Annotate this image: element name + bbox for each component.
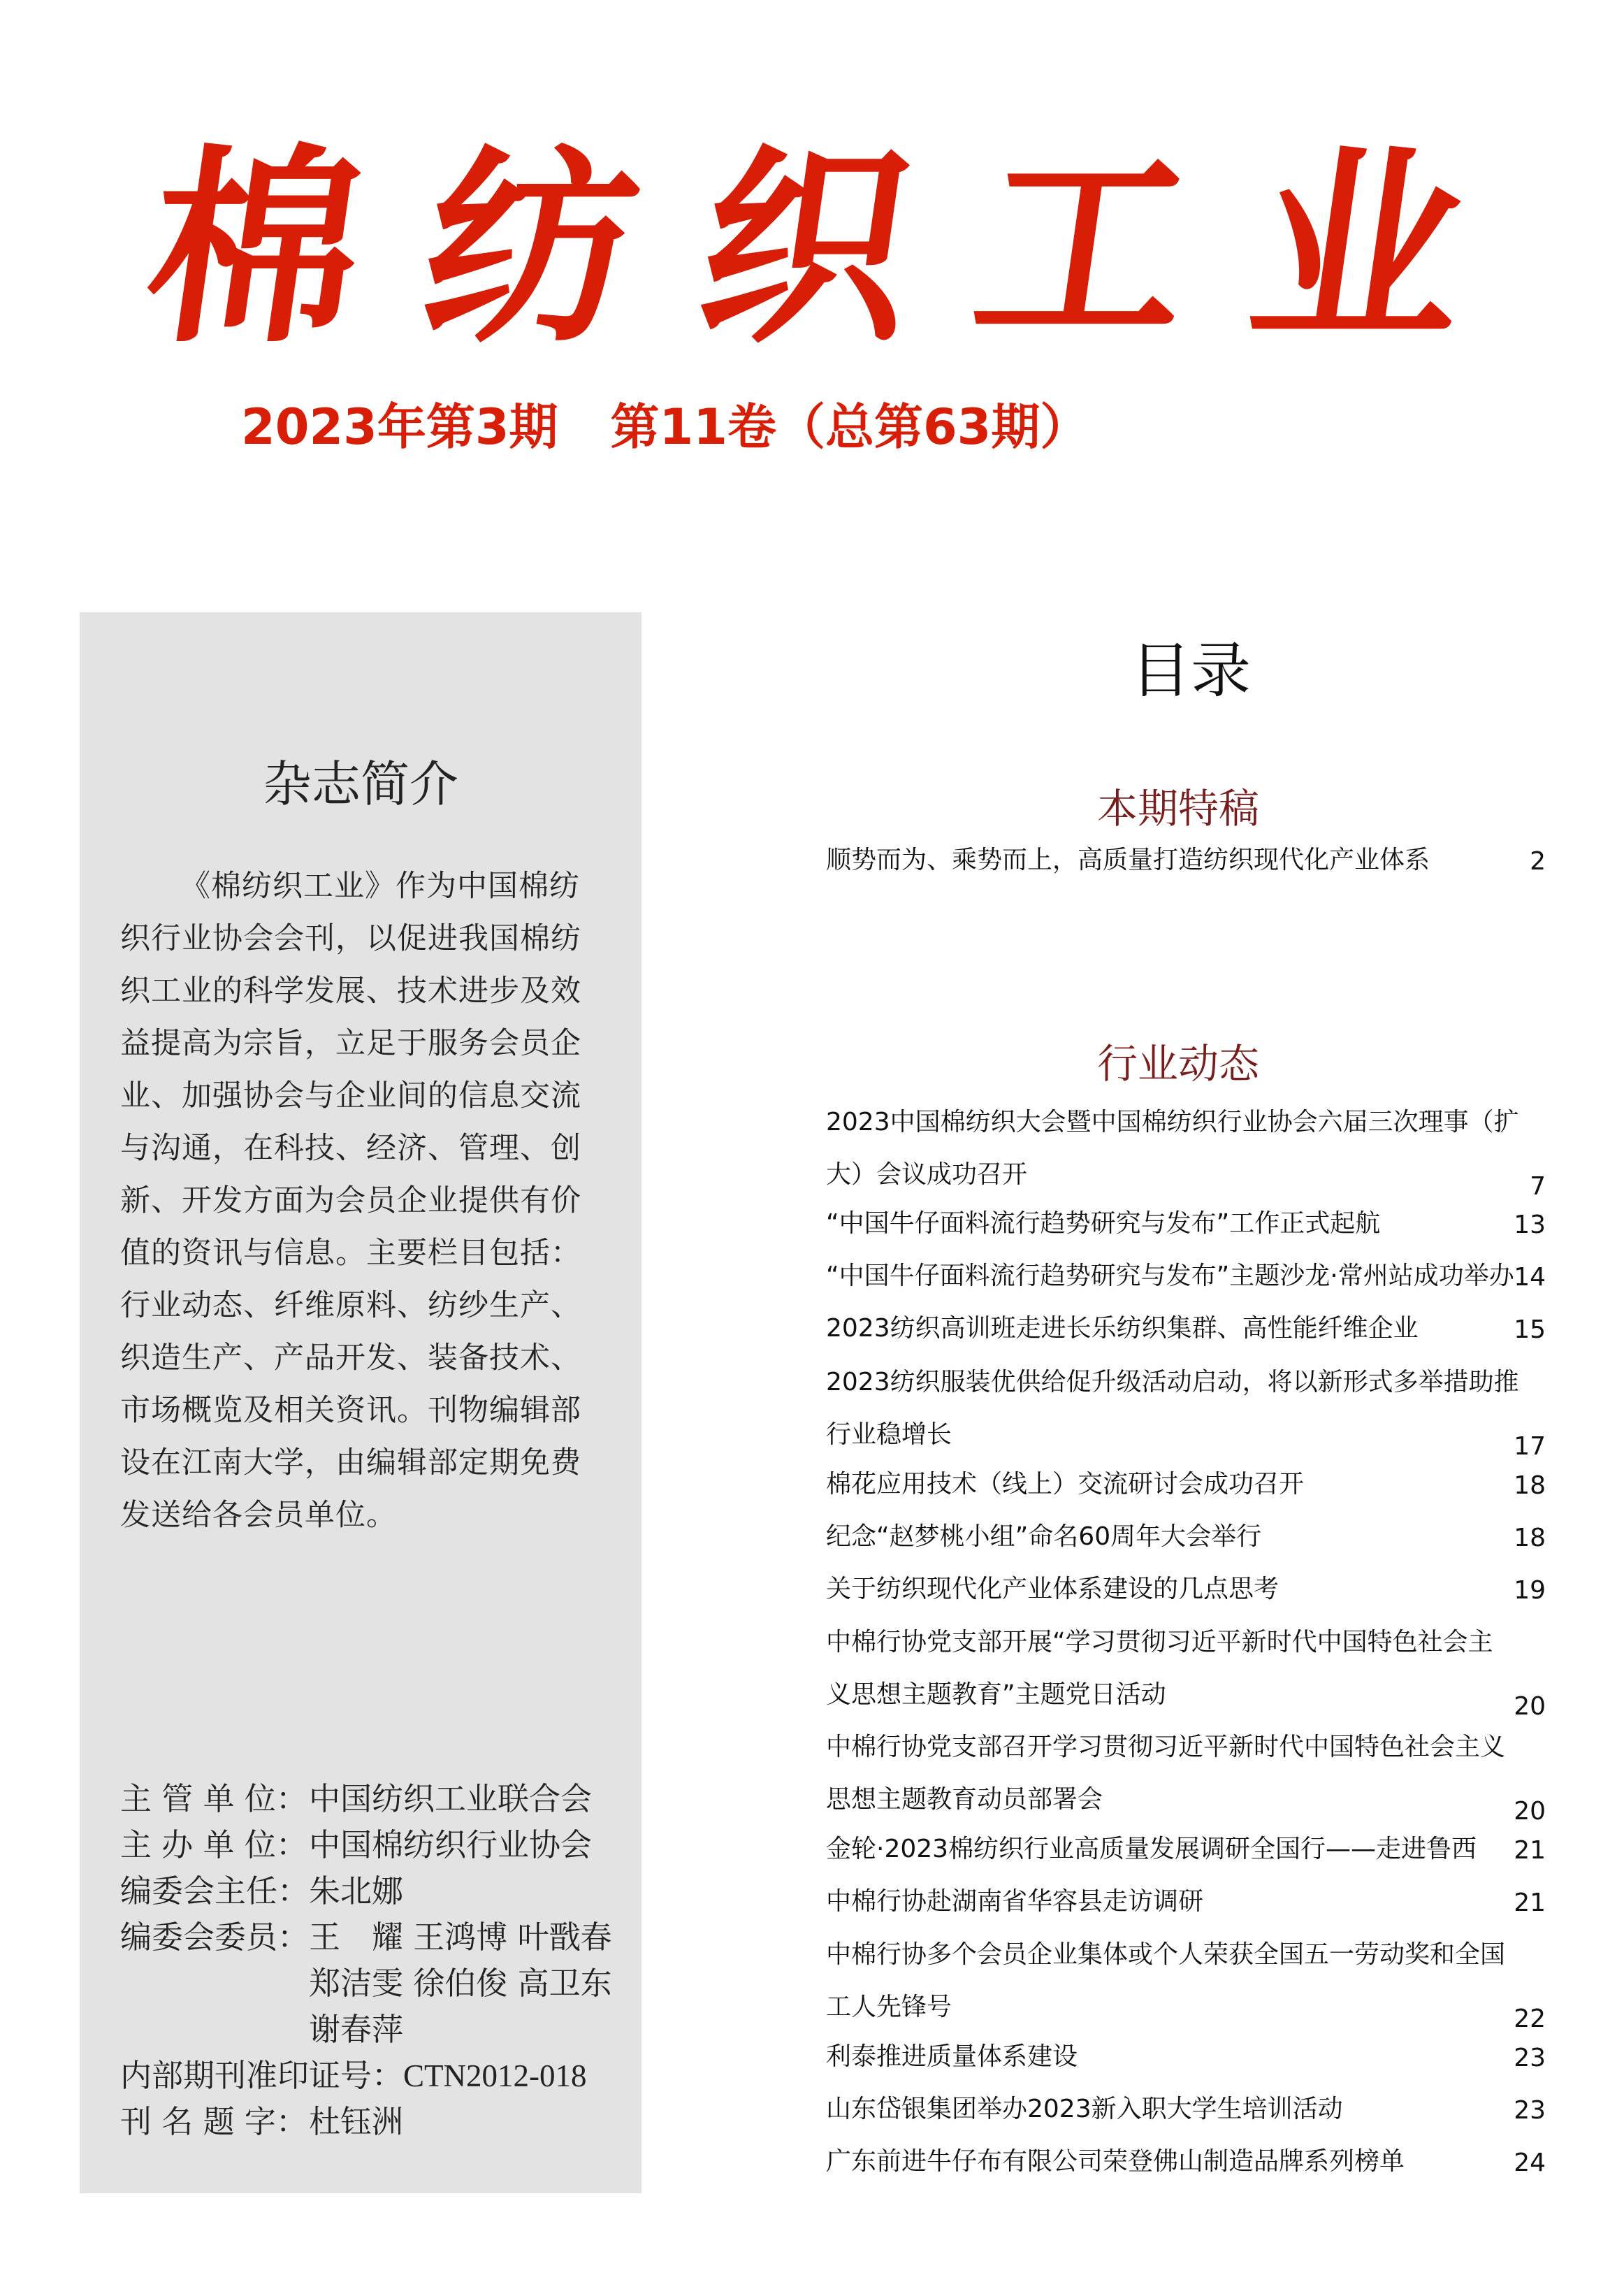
masthead-char: 业 xyxy=(1237,124,1481,371)
toc-entry-page: 24 xyxy=(1514,2149,1546,2177)
toc-section-heading: 本期特稿 xyxy=(1097,785,1260,832)
intro-body: 《棉纺织工业》作为中国棉纺织行业协会会刊，以促进我国棉纺织工业的科学发展、技术进步及效益提高为宗旨，立足于服务会员企业、加强协会与企业间的信息交流与沟通，在科技、经济、管理、创新、开发方面为会员企业提供有价值的资讯与信息。主要栏目包括：行业动态、纤维原料、纺纱生产、织造生产、产品开发、装备技术、市场概览及相关资讯。刊物编辑部设在江南大学，由编辑部定期免费发送给各会员单位。 xyxy=(120,869,581,1533)
toc-entry-text: 纪念“赵梦桃小组”命名60周年大会举行 xyxy=(826,1522,1262,1551)
credit-value xyxy=(309,1914,612,2053)
issue-volume: 第11卷（总第63期） xyxy=(610,398,1089,456)
toc-entry-text: 中棉行协赴湖南省华容县走访调研 xyxy=(826,1887,1204,1916)
toc-entry[interactable] xyxy=(826,1616,1546,1721)
toc-entry[interactable] xyxy=(826,1517,1546,1552)
toc-entry[interactable] xyxy=(826,1308,1546,1344)
toc-entry-text: 2023纺织服装优供给促升级活动启动，将以新形式多举措助推 xyxy=(826,1368,1519,1396)
toc-entry-page: 22 xyxy=(1514,2005,1546,2033)
credit-members xyxy=(120,1914,623,2053)
masthead-title xyxy=(133,124,1481,371)
toc-entry[interactable] xyxy=(826,1882,1546,1917)
toc-entry[interactable] xyxy=(826,1721,1546,1826)
toc-entry-page: 21 xyxy=(1514,1836,1546,1865)
credit-supervisor xyxy=(120,1776,623,1822)
toc-entry-text: 2023纺织高训班走进长乐纺织集群、高性能纤维企业 xyxy=(826,1314,1419,1343)
credit-value: 中国纺织工业联合会 xyxy=(309,1780,593,1817)
toc-entry-page: 18 xyxy=(1514,1524,1546,1552)
toc-entry-text: 山东岱银集团举办2023新入职大学生培训活动 xyxy=(826,2095,1343,2123)
toc-entry-text: 思想主题教育动员部署会 xyxy=(826,1785,1103,1814)
toc-entry-text: 中棉行协多个会员企业集体或个人荣获全国五一劳动奖和全国 xyxy=(826,1940,1506,1969)
credit-value: 中国棉纺织行业协会 xyxy=(309,1826,593,1863)
toc-entry-page: 14 xyxy=(1514,1263,1546,1292)
credit-calligraphy xyxy=(120,2099,623,2145)
toc-entry[interactable] xyxy=(826,1569,1546,1605)
toc-entry[interactable] xyxy=(826,1464,1546,1500)
toc-entry-text: 工人先锋号 xyxy=(826,1993,952,2021)
intro-panel xyxy=(80,612,641,2193)
toc-entry-page: 20 xyxy=(1514,1692,1546,1721)
credit-label: 主 管 单 位： xyxy=(120,1780,307,1817)
credit-label: 编委会委员： xyxy=(120,1919,310,1956)
credit-label: 内部期刊准印证号： xyxy=(120,2057,404,2094)
toc-entry[interactable] xyxy=(826,2089,1546,2125)
toc-entry-text: 中棉行协党支部召开学习贯彻习近平新时代中国特色社会主义 xyxy=(826,1733,1506,1761)
toc-entry[interactable] xyxy=(826,840,1546,876)
toc-entry[interactable] xyxy=(826,1256,1546,1292)
toc-entry[interactable] xyxy=(826,1829,1546,1865)
toc-entry-text: 棉花应用技术（线上）交流研讨会成功召开 xyxy=(826,1470,1305,1499)
toc-entry-text: 中棉行协党支部开展“学习贯彻习近平新时代中国特色社会主 xyxy=(826,1628,1493,1656)
credits xyxy=(120,1776,623,2145)
toc-entry-text: 广东前进牛仔布有限公司荣登佛山制造品牌系列榜单 xyxy=(826,2147,1405,2176)
intro-title: 杂志简介 xyxy=(263,756,458,813)
toc-entry-text: 关于纺织现代化产业体系建设的几点思考 xyxy=(826,1575,1279,1603)
toc-entry-text: 利泰推进质量体系建设 xyxy=(826,2042,1078,2071)
toc-entry-text: 大）会议成功召开 xyxy=(826,1160,1028,1189)
masthead-char: 工 xyxy=(961,124,1205,371)
toc-entry-page: 21 xyxy=(1514,1889,1546,1917)
toc-entry-page: 13 xyxy=(1514,1211,1546,1239)
toc-entry-text: “中国牛仔面料流行趋势研究与发布”主题沙龙·常州站成功举办 xyxy=(826,1262,1514,1290)
credit-chief xyxy=(120,1868,623,1914)
toc-entry[interactable] xyxy=(826,1096,1546,1201)
issue-info xyxy=(241,388,1141,459)
masthead-char: 织 xyxy=(685,124,929,371)
member-line: 王 耀 王鸿博 叶戬春 xyxy=(309,1919,612,1956)
toc-entry-page: 15 xyxy=(1514,1315,1546,1344)
credit-value: 朱北娜 xyxy=(309,1872,404,1909)
member-line: 谢春萍 xyxy=(309,2011,404,2048)
toc-entry[interactable] xyxy=(826,1928,1546,2033)
toc-entry-text: 义思想主题教育”主题党日活动 xyxy=(826,1680,1166,1709)
toc-entry-page: 23 xyxy=(1514,2044,1546,2072)
credit-sponsor xyxy=(120,1822,623,1868)
toc-entry-page: 7 xyxy=(1530,1172,1546,1201)
masthead-char: 棉 xyxy=(133,124,377,371)
issue-number: 2023年第3期 xyxy=(241,398,558,456)
credit-license xyxy=(120,2053,623,2099)
credit-value: CTN2012-018 xyxy=(403,2058,587,2093)
toc-entry-text: “中国牛仔面料流行趋势研究与发布”工作正式起航 xyxy=(826,1209,1381,1238)
masthead-char: 纺 xyxy=(409,124,653,371)
toc-entry-text: 2023中国棉纺织大会暨中国棉纺织行业协会六届三次理事（扩 xyxy=(826,1108,1519,1136)
toc-entry-text: 金轮·2023棉纺织行业高质量发展调研全国行——走进鲁西 xyxy=(826,1835,1477,1863)
toc-entry-page: 18 xyxy=(1514,1471,1546,1500)
toc-entry[interactable] xyxy=(826,2142,1546,2177)
toc-entry-text: 顺势而为、乘势而上，高质量打造纺织现代化产业体系 xyxy=(826,846,1430,874)
toc-entry[interactable] xyxy=(826,1204,1546,1239)
credit-label: 主 办 单 位： xyxy=(120,1826,307,1863)
toc-entry-page: 17 xyxy=(1514,1432,1546,1461)
toc-section-heading: 行业动态 xyxy=(1097,1040,1260,1088)
toc-entry-page: 2 xyxy=(1530,847,1546,876)
toc-entry[interactable] xyxy=(826,2037,1546,2072)
credit-value: 杜钰洲 xyxy=(309,2103,404,2140)
credit-label: 编委会主任： xyxy=(120,1872,310,1909)
toc-title: 目录 xyxy=(1131,636,1251,706)
member-line: 郑洁雯 徐伯俊 高卫东 xyxy=(309,1965,612,2002)
toc-entry-page: 19 xyxy=(1514,1576,1546,1605)
toc-entry-page: 23 xyxy=(1514,2096,1546,2125)
toc-entry-text: 行业稳增长 xyxy=(826,1420,952,1449)
toc-entry-page: 20 xyxy=(1514,1797,1546,1826)
credit-label: 刊 名 题 字： xyxy=(120,2103,307,2140)
toc-entry[interactable] xyxy=(826,1356,1546,1461)
